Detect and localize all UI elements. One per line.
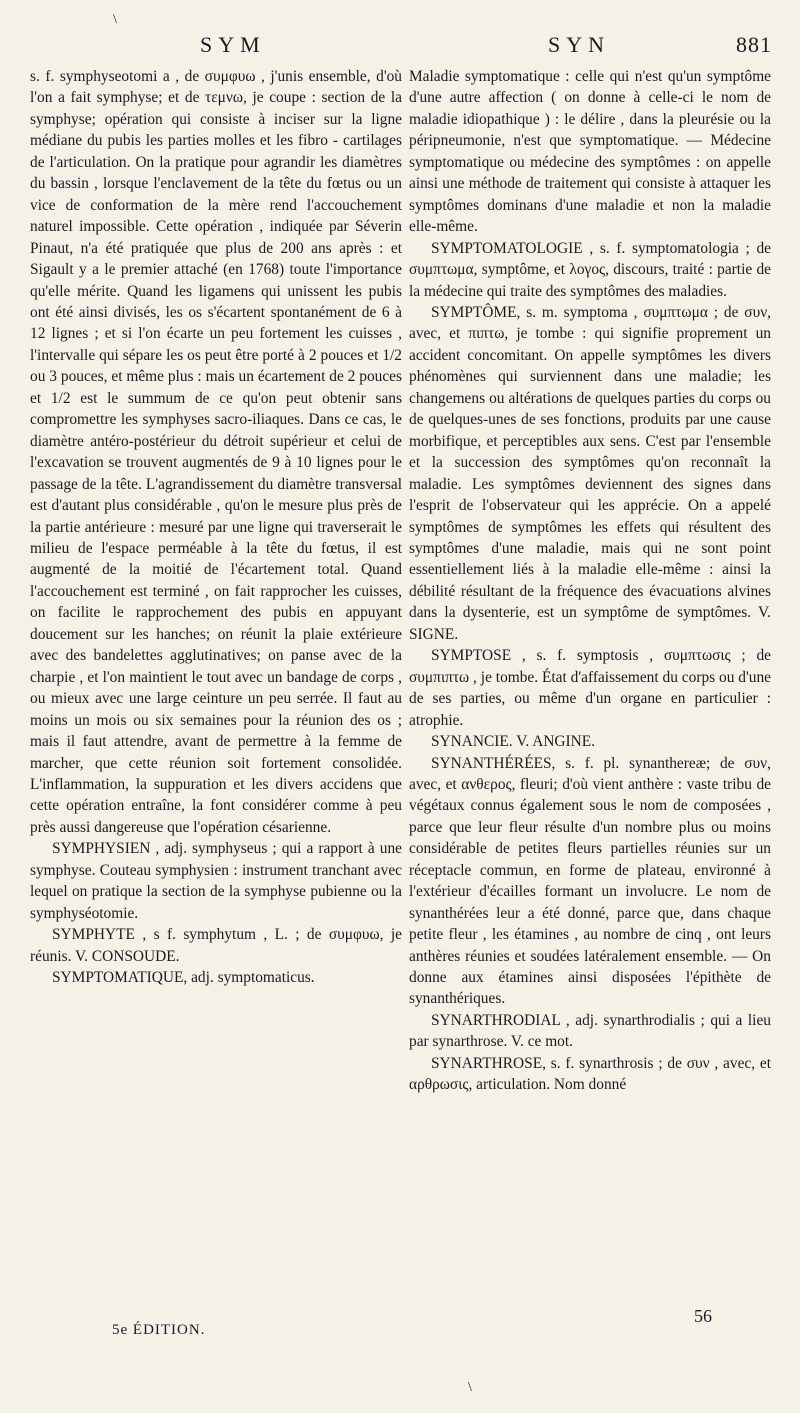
left-column xyxy=(30,66,402,988)
entry-symphyte: SYMPHYTE , s f. symphytum , L. ; de συμφυω, je réunis. V. CONSOUDE. xyxy=(30,926,402,965)
running-header xyxy=(0,32,800,64)
right-column xyxy=(409,66,771,1096)
header-right: SYN xyxy=(548,32,611,57)
page-number: 881 xyxy=(736,32,772,57)
entry-symptomatique-cont: Maladie symptomatique : celle qui n'est qu'un symptôme d'une autre affection ( on donne à celle-ci le nom de maladie idiopathique ) : le délire , dans la pleurésie ou la péripneumonie, n'est que symptomatique. — Médecine symptomatique ou médecine des symptômes : on appelle ainsi une méthode de traitement qui consiste à attaquer les symptômes dominans d'une maladie et non la maladie elle-même. xyxy=(409,68,771,236)
edition-footer: 5e ÉDITION. xyxy=(112,1322,206,1338)
entry-synancie: SYNANCIE. V. ANGINE. xyxy=(431,733,596,751)
bottom-mark: \ xyxy=(468,1380,472,1395)
signature-number: 56 xyxy=(694,1306,712,1326)
entry-synarthrose: SYNARTHROSE, s. f. synarthrosis ; de συν , avec, et αρθρωσις, articulation. Nom donné xyxy=(409,1054,771,1094)
entry-symptomatologie: SYMPTOMATOLOGIE , s. f. symptomatologia ; de συμπτωμα, symptôme, et λογος, discours, traité : partie de la médecine qui traite des symptômes des maladies. xyxy=(409,239,771,300)
entry-symptome: SYMPTÔME, s. m. symptoma , συμπτωμα ; de συν, avec, et πιπτω, je tombe : qui signifie proprement un accident concomitant. On appelle symptômes les divers phénomènes qui surviennent dans une maladie; les changemens ou altérations de quelques parties du corps ou de quelques-unes de ses fonctions, produits par une cause morbifique, et perceptibles aux sens. C'est par l'ensemble et la succession des symptômes qu'on reconnaît la maladie. Les symptômes deviennent des signes dans l'esprit de l'observateur qui les apprécie. On a appelé symptômes de symptômes les effets qui résultent des symptômes d'une maladie, mais qui ne sont point essentiellement liés à la maladie elle-même : ainsi la débilité résultant de la fréquence des évacuations alvines dans la dysenterie, est un symptôme de symptômes. V. SIGNE. xyxy=(409,303,771,643)
top-mark: \ xyxy=(113,12,117,27)
entry-symptomatique: SYMPTOMATIQUE, adj. symptomaticus. xyxy=(52,969,315,987)
header-left: SYM xyxy=(200,32,266,57)
entry-synarthrodial: SYNARTHRODIAL , adj. synarthrodialis ; qui a lieu par synarthrose. V. ce mot. xyxy=(409,1011,771,1051)
entry-symptose: SYMPTOSE , s. f. symptosis , συμπτωσις ; de συμπιπτω , je tombe. État d'affaissement du corps ou d'une de ses parties, ou même d'un organe en particulier : atrophie. xyxy=(409,647,771,729)
entry-symphysien: SYMPHYSIEN , adj. symphyseus ; qui a rapport à une symphyse. Couteau symphysien : instrument tranchant avec lequel on pratique la section de la symphyse pubienne ou la symphyséotomie. xyxy=(30,840,402,922)
entry-synantherees: SYNANTHÉRÉES, s. f. pl. synanthereæ; de συν, avec, et ανθερος, fleuri; d'où vient anthère : vaste tribu de végétaux connus également sous le nom de composées , parce que leur fleur résulte d'un nombre plus ou moins considérable de petites fleurs partielles réunies sur un réceptacle commun, en forme de plateau, environné à l'extérieur d'écailles formant un involucre. Le nom de synanthérées leur a été donné, parce que, dans chaque petite fleur , les étamines , au nombre de cinq , ont leurs anthères réunies et soudées latéralement ensemble. — On donne aux étamines ainsi disposées l'épithète de synanthériques. xyxy=(409,754,771,1008)
entry-symphyseotomie-cont: s. f. symphyseotomi a , de συμφυω , j'unis ensemble, d'où l'on a fait symphyse; et de τεμνω, je coupe : section de la symphyse; opération qui consiste à inciser sur la ligne médiane du pubis les parties molles et les fibro - cartilages de l'articulation. On la pratique pour agrandir les diamètres du bassin , lorsque l'enclavement de la tête du fœtus ou un vice de conformation de la mère rend l'accouchement naturel impossible. Cette opération , indiquée par Séverin Pinaut, n'a été pratiquée que plus de 200 ans après : et Sigault y a le premier attaché (en 1768) toute l'importance qu'elle mérite. Quand les ligamens qui unissent les pubis ont été ainsi divisés, les os s'écartent spontanément de 6 à 12 lignes ; et si l'on écarte un peu fortement les cuisses , l'intervalle qui sépare les os peut être porté à 2 pouces et 1/2 ou 3 pouces, et même plus : mais un écartement de 2 pouces et 1/2 est le summum de ce qu'on peut obtenir sans compromettre les symphyses sacro-iliaques. Dans ce cas, le diamètre antéro-postérieur du détroit supérieur et celui de l'excavation se trouvent augmentés de 9 à 10 lignes pour le passage de la tête. L'agrandissement du diamètre transversal est d'autant plus considérable , qu'on le mesure plus près de la partie antérieure : mesuré par une ligne qui traverserait le milieu de l'espace perméable à la tête du fœtus, il est augmenté de la moitié de l'écartement total. Quand l'accouchement est terminé , on fait rapprocher les cuisses, on facilite le rapprochement des pubis en appuyant doucement sur les hanches; on réunit la plaie extérieure avec des bandelettes agglutinatives; on panse avec de la charpie , et l'on maintient le tout avec un bandage de corps , ou mieux avec une large ceinture un peu serrée. Il faut au moins un mois ou six semaines pour la réunion des os ; mais il faut attendre, avant de permettre à la femme de marcher, que cette réunion soit fortement consolidée. L'inflammation, la suppuration et les divers accidens que cette opération entraîne, la font considérer comme à peu près aussi dangereuse que l'opération césarienne. xyxy=(30,68,402,836)
